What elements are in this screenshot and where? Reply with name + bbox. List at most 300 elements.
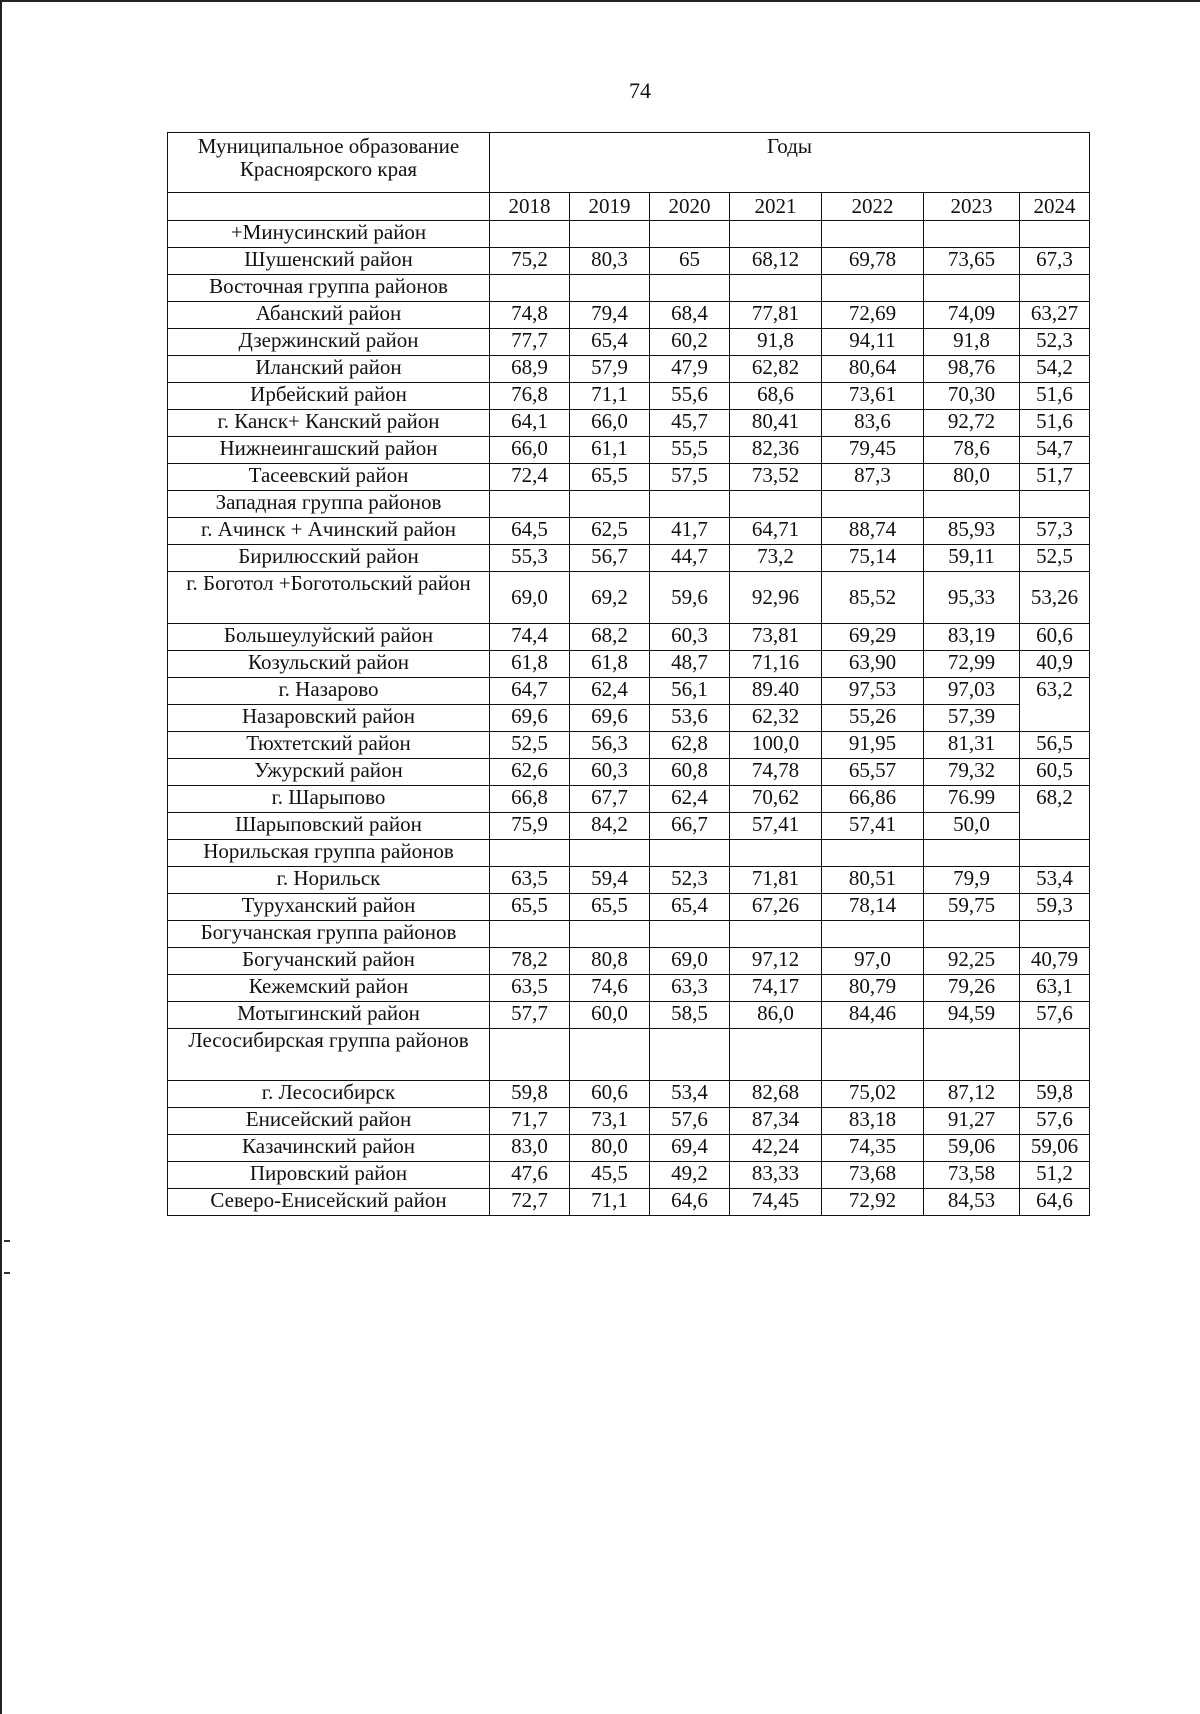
table-row bbox=[168, 624, 1090, 651]
value-cell-2018: 72,7 bbox=[490, 1189, 570, 1216]
value-cell-2019: 62,4 bbox=[570, 678, 650, 705]
value-cell-2018: 75,9 bbox=[490, 813, 570, 840]
value-cell-2023: 85,93 bbox=[924, 518, 1020, 545]
value-cell-2022: 72,92 bbox=[822, 1189, 924, 1216]
value-cell-2023: 94,59 bbox=[924, 1002, 1020, 1029]
value-cell-2021: 73,81 bbox=[730, 624, 822, 651]
municipality-name: Туруханский район bbox=[168, 894, 490, 921]
value-cell-2024: 60,6 bbox=[1020, 624, 1090, 651]
year-row bbox=[168, 193, 1090, 221]
value-cell-2018 bbox=[490, 921, 570, 948]
value-cell-2019 bbox=[570, 840, 650, 867]
value-cell-2020: 65 bbox=[650, 248, 730, 275]
value-cell-2019: 60,6 bbox=[570, 1081, 650, 1108]
municipality-name: г. Назарово bbox=[168, 678, 490, 705]
value-cell-2023: 59,75 bbox=[924, 894, 1020, 921]
table-row bbox=[168, 275, 1090, 302]
value-cell-2023 bbox=[924, 921, 1020, 948]
year-cell: 2023 bbox=[924, 193, 1020, 221]
value-cell-2021: 73,2 bbox=[730, 545, 822, 572]
value-cell-2021: 86,0 bbox=[730, 1002, 822, 1029]
value-cell-2021: 91,8 bbox=[730, 329, 822, 356]
value-cell-2021 bbox=[730, 921, 822, 948]
table-row bbox=[168, 1135, 1090, 1162]
value-cell-2024 bbox=[1020, 491, 1090, 518]
value-cell-2024: 40,79 bbox=[1020, 948, 1090, 975]
municipality-name: Бирилюсский район bbox=[168, 545, 490, 572]
value-cell-2021 bbox=[730, 840, 822, 867]
value-cell-2021 bbox=[730, 491, 822, 518]
value-cell-2023 bbox=[924, 221, 1020, 248]
value-cell-2024: 52,3 bbox=[1020, 329, 1090, 356]
value-cell-2018: 77,7 bbox=[490, 329, 570, 356]
value-cell-2019: 60,0 bbox=[570, 1002, 650, 1029]
value-cell-2024: 54,7 bbox=[1020, 437, 1090, 464]
value-cell-2024 bbox=[1020, 921, 1090, 948]
value-cell-2022: 83,6 bbox=[822, 410, 924, 437]
table-row bbox=[168, 732, 1090, 759]
value-cell-2022: 83,18 bbox=[822, 1108, 924, 1135]
value-cell-2024 bbox=[1020, 275, 1090, 302]
year-cell: 2020 bbox=[650, 193, 730, 221]
value-cell-2023: 70,30 bbox=[924, 383, 1020, 410]
value-cell-2021: 83,33 bbox=[730, 1162, 822, 1189]
value-cell-2019: 80,3 bbox=[570, 248, 650, 275]
value-cell-2018: 72,4 bbox=[490, 464, 570, 491]
value-cell-2023: 57,39 bbox=[924, 705, 1020, 732]
value-cell-2022: 80,64 bbox=[822, 356, 924, 383]
value-cell-2024: 56,5 bbox=[1020, 732, 1090, 759]
value-cell-2019: 45,5 bbox=[570, 1162, 650, 1189]
value-cell-2019: 80,0 bbox=[570, 1135, 650, 1162]
margin-mark bbox=[4, 1240, 10, 1242]
value-cell-2019 bbox=[570, 221, 650, 248]
table-row bbox=[168, 867, 1090, 894]
value-cell-2018: 66,8 bbox=[490, 786, 570, 813]
value-cell-2021: 100,0 bbox=[730, 732, 822, 759]
value-cell-2023: 50,0 bbox=[924, 813, 1020, 840]
value-cell-2023: 79,26 bbox=[924, 975, 1020, 1002]
value-cell-2024: 52,5 bbox=[1020, 545, 1090, 572]
value-cell-2024: 51,7 bbox=[1020, 464, 1090, 491]
value-cell-2022: 80,79 bbox=[822, 975, 924, 1002]
table-row bbox=[168, 975, 1090, 1002]
value-cell-2023: 78,6 bbox=[924, 437, 1020, 464]
municipality-name: Западная группа районов bbox=[168, 491, 490, 518]
table-row bbox=[168, 894, 1090, 921]
value-cell-2021: 64,71 bbox=[730, 518, 822, 545]
value-cell-2019: 71,1 bbox=[570, 1189, 650, 1216]
value-cell-2019 bbox=[570, 1029, 650, 1081]
value-cell-2020: 57,6 bbox=[650, 1108, 730, 1135]
value-cell-2022: 73,68 bbox=[822, 1162, 924, 1189]
value-cell-2024 bbox=[1020, 840, 1090, 867]
year-cell: 2018 bbox=[490, 193, 570, 221]
value-cell-2019: 62,5 bbox=[570, 518, 650, 545]
value-cell-2018: 59,8 bbox=[490, 1081, 570, 1108]
value-cell-2019: 73,1 bbox=[570, 1108, 650, 1135]
municipality-name: Лесосибирская группа районов bbox=[168, 1029, 490, 1081]
value-cell-2019 bbox=[570, 275, 650, 302]
value-cell-2022: 97,0 bbox=[822, 948, 924, 975]
value-cell-2021 bbox=[730, 1029, 822, 1081]
value-cell-2023 bbox=[924, 491, 1020, 518]
value-cell-2019: 61,1 bbox=[570, 437, 650, 464]
municipality-name: Тасеевский район bbox=[168, 464, 490, 491]
value-cell-2019: 69,2 bbox=[570, 572, 650, 624]
value-cell-2024: 40,9 bbox=[1020, 651, 1090, 678]
value-cell-2019: 56,7 bbox=[570, 545, 650, 572]
table-row bbox=[168, 1029, 1090, 1081]
municipality-name: Мотыгинский район bbox=[168, 1002, 490, 1029]
year-cell: 2022 bbox=[822, 193, 924, 221]
value-cell-2022: 79,45 bbox=[822, 437, 924, 464]
value-cell-2023 bbox=[924, 1029, 1020, 1081]
value-cell-2022: 84,46 bbox=[822, 1002, 924, 1029]
value-cell-2020: 68,4 bbox=[650, 302, 730, 329]
value-cell-2019: 71,1 bbox=[570, 383, 650, 410]
municipality-name: Восточная группа районов bbox=[168, 275, 490, 302]
value-cell-2021: 71,16 bbox=[730, 651, 822, 678]
municipality-name: г. Норильск bbox=[168, 867, 490, 894]
value-cell-2022: 66,86 bbox=[822, 786, 924, 813]
table-row bbox=[168, 1081, 1090, 1108]
value-cell-2021: 71,81 bbox=[730, 867, 822, 894]
municipality-name: Богучанская группа районов bbox=[168, 921, 490, 948]
value-cell-2022: 73,61 bbox=[822, 383, 924, 410]
value-cell-2021 bbox=[730, 275, 822, 302]
value-cell-2024: 59,3 bbox=[1020, 894, 1090, 921]
municipality-name: Норильская группа районов bbox=[168, 840, 490, 867]
table-row bbox=[168, 410, 1090, 437]
value-cell-2022: 72,69 bbox=[822, 302, 924, 329]
value-cell-2020: 55,5 bbox=[650, 437, 730, 464]
value-cell-2024: 51,6 bbox=[1020, 383, 1090, 410]
margin-mark bbox=[4, 1272, 10, 1274]
value-cell-2020: 69,0 bbox=[650, 948, 730, 975]
value-cell-2024: 57,6 bbox=[1020, 1108, 1090, 1135]
value-cell-2020: 49,2 bbox=[650, 1162, 730, 1189]
value-cell-2020: 58,5 bbox=[650, 1002, 730, 1029]
table-row bbox=[168, 813, 1090, 840]
value-cell-2019: 56,3 bbox=[570, 732, 650, 759]
municipality-name: Ужурский район bbox=[168, 759, 490, 786]
value-cell-2022 bbox=[822, 491, 924, 518]
value-cell-2021: 74,78 bbox=[730, 759, 822, 786]
year-cell: 2021 bbox=[730, 193, 822, 221]
value-cell-2018: 64,7 bbox=[490, 678, 570, 705]
value-cell-2023: 83,19 bbox=[924, 624, 1020, 651]
table-row bbox=[168, 1189, 1090, 1216]
municipality-name: Назаровский район bbox=[168, 705, 490, 732]
value-cell-2019: 65,4 bbox=[570, 329, 650, 356]
value-cell-2020: 60,2 bbox=[650, 329, 730, 356]
value-cell-2023: 73,65 bbox=[924, 248, 1020, 275]
value-cell-2020: 56,1 bbox=[650, 678, 730, 705]
value-cell-2019: 74,6 bbox=[570, 975, 650, 1002]
municipality-name: Абанский район bbox=[168, 302, 490, 329]
table-row bbox=[168, 248, 1090, 275]
municipality-name: г. Шарыпово bbox=[168, 786, 490, 813]
value-cell-2019: 61,8 bbox=[570, 651, 650, 678]
value-cell-2023 bbox=[924, 840, 1020, 867]
municipality-name: Ирбейский район bbox=[168, 383, 490, 410]
value-cell-2018: 64,5 bbox=[490, 518, 570, 545]
table-row bbox=[168, 356, 1090, 383]
value-cell-2022: 63,90 bbox=[822, 651, 924, 678]
value-cell-2019: 60,3 bbox=[570, 759, 650, 786]
table-row bbox=[168, 1002, 1090, 1029]
value-cell-2022: 88,74 bbox=[822, 518, 924, 545]
table-row bbox=[168, 572, 1090, 624]
value-cell-2023 bbox=[924, 275, 1020, 302]
municipality-header: Муниципальное образование Красноярского края bbox=[168, 133, 490, 193]
table-row bbox=[168, 651, 1090, 678]
value-cell-2019: 59,4 bbox=[570, 867, 650, 894]
value-cell-2018: 55,3 bbox=[490, 545, 570, 572]
year-cell: 2019 bbox=[570, 193, 650, 221]
value-cell-2018: 61,8 bbox=[490, 651, 570, 678]
value-cell-2022: 74,35 bbox=[822, 1135, 924, 1162]
value-cell-2019: 69,6 bbox=[570, 705, 650, 732]
value-cell-2019 bbox=[570, 921, 650, 948]
value-cell-2018: 68,9 bbox=[490, 356, 570, 383]
value-cell-2020 bbox=[650, 275, 730, 302]
value-cell-2024: 63,27 bbox=[1020, 302, 1090, 329]
value-cell-2022: 80,51 bbox=[822, 867, 924, 894]
value-cell-2021: 73,52 bbox=[730, 464, 822, 491]
value-cell-2022: 78,14 bbox=[822, 894, 924, 921]
value-cell-2023: 72,99 bbox=[924, 651, 1020, 678]
table-row bbox=[168, 518, 1090, 545]
value-cell-2020: 59,6 bbox=[650, 572, 730, 624]
value-cell-2023: 95,33 bbox=[924, 572, 1020, 624]
value-cell-2020: 57,5 bbox=[650, 464, 730, 491]
table-row bbox=[168, 302, 1090, 329]
header-row bbox=[168, 133, 1090, 193]
value-cell-2021: 92,96 bbox=[730, 572, 822, 624]
scan-edge bbox=[0, 0, 2, 1714]
value-cell-2023: 92,72 bbox=[924, 410, 1020, 437]
value-cell-2018: 74,4 bbox=[490, 624, 570, 651]
value-cell-2020 bbox=[650, 1029, 730, 1081]
value-cell-2022: 55,26 bbox=[822, 705, 924, 732]
value-cell-2018: 47,6 bbox=[490, 1162, 570, 1189]
value-cell-2021: 70,62 bbox=[730, 786, 822, 813]
value-cell-2024 bbox=[1020, 1029, 1090, 1081]
value-cell-2018 bbox=[490, 221, 570, 248]
value-cell-2023: 74,09 bbox=[924, 302, 1020, 329]
value-cell-2023: 84,53 bbox=[924, 1189, 1020, 1216]
municipality-name: г. Ачинск + Ачинский район bbox=[168, 518, 490, 545]
value-cell-2020: 44,7 bbox=[650, 545, 730, 572]
value-cell-2018: 63,5 bbox=[490, 867, 570, 894]
value-cell-2023: 98,76 bbox=[924, 356, 1020, 383]
value-cell-2022: 65,57 bbox=[822, 759, 924, 786]
value-cell-2023: 91,27 bbox=[924, 1108, 1020, 1135]
value-cell-2021: 87,34 bbox=[730, 1108, 822, 1135]
value-cell-2021: 68,6 bbox=[730, 383, 822, 410]
value-cell-2024: 51,2 bbox=[1020, 1162, 1090, 1189]
value-cell-2021: 80,41 bbox=[730, 410, 822, 437]
value-cell-2023: 91,8 bbox=[924, 329, 1020, 356]
value-cell-2020: 53,6 bbox=[650, 705, 730, 732]
value-cell-2018 bbox=[490, 840, 570, 867]
table-row bbox=[168, 1162, 1090, 1189]
table-row bbox=[168, 786, 1090, 813]
municipality-name: Козульский район bbox=[168, 651, 490, 678]
value-cell-2021: 74,45 bbox=[730, 1189, 822, 1216]
value-cell-2022: 75,02 bbox=[822, 1081, 924, 1108]
value-cell-2024: 54,2 bbox=[1020, 356, 1090, 383]
table-row bbox=[168, 464, 1090, 491]
municipality-name: г. Канск+ Канский район bbox=[168, 410, 490, 437]
value-cell-2018: 63,5 bbox=[490, 975, 570, 1002]
value-cell-2020 bbox=[650, 921, 730, 948]
years-header: Годы bbox=[490, 133, 1090, 193]
value-cell-2018: 71,7 bbox=[490, 1108, 570, 1135]
value-cell-2018 bbox=[490, 275, 570, 302]
value-cell-2020: 65,4 bbox=[650, 894, 730, 921]
value-cell-2022: 94,11 bbox=[822, 329, 924, 356]
municipality-name: Северо-Енисейский район bbox=[168, 1189, 490, 1216]
value-cell-2023: 59,06 bbox=[924, 1135, 1020, 1162]
table-row bbox=[168, 329, 1090, 356]
value-cell-2021: 89.40 bbox=[730, 678, 822, 705]
value-cell-2021: 68,12 bbox=[730, 248, 822, 275]
table-row bbox=[168, 759, 1090, 786]
value-cell-2023: 73,58 bbox=[924, 1162, 1020, 1189]
municipality-name: Тюхтетский район bbox=[168, 732, 490, 759]
value-cell-2021: 57,41 bbox=[730, 813, 822, 840]
value-cell-2020 bbox=[650, 221, 730, 248]
value-cell-2018 bbox=[490, 491, 570, 518]
value-cell-2021: 62,32 bbox=[730, 705, 822, 732]
value-cell-2019 bbox=[570, 491, 650, 518]
value-cell-2020: 66,7 bbox=[650, 813, 730, 840]
value-cell-2024: 53,4 bbox=[1020, 867, 1090, 894]
value-cell-2024: 63,2 bbox=[1020, 678, 1090, 732]
value-cell-2020: 48,7 bbox=[650, 651, 730, 678]
value-cell-2018: 65,5 bbox=[490, 894, 570, 921]
value-cell-2023: 59,11 bbox=[924, 545, 1020, 572]
municipality-name: г. Лесосибирск bbox=[168, 1081, 490, 1108]
table-row bbox=[168, 383, 1090, 410]
value-cell-2018: 74,8 bbox=[490, 302, 570, 329]
value-cell-2023: 92,25 bbox=[924, 948, 1020, 975]
value-cell-2020: 62,8 bbox=[650, 732, 730, 759]
value-cell-2018: 64,1 bbox=[490, 410, 570, 437]
value-cell-2018: 76,8 bbox=[490, 383, 570, 410]
municipality-name: Нижнеингашский район bbox=[168, 437, 490, 464]
value-cell-2021: 74,17 bbox=[730, 975, 822, 1002]
municipality-name: Дзержинский район bbox=[168, 329, 490, 356]
municipality-name: Большеулуйский район bbox=[168, 624, 490, 651]
value-cell-2019: 84,2 bbox=[570, 813, 650, 840]
value-cell-2018: 69,0 bbox=[490, 572, 570, 624]
value-cell-2022: 57,41 bbox=[822, 813, 924, 840]
value-cell-2021: 42,24 bbox=[730, 1135, 822, 1162]
value-cell-2018: 69,6 bbox=[490, 705, 570, 732]
year-cell: 2024 bbox=[1020, 193, 1090, 221]
value-cell-2023: 79,32 bbox=[924, 759, 1020, 786]
value-cell-2022 bbox=[822, 221, 924, 248]
year-row-blank bbox=[168, 193, 490, 221]
value-cell-2024: 67,3 bbox=[1020, 248, 1090, 275]
value-cell-2020 bbox=[650, 840, 730, 867]
value-cell-2018: 52,5 bbox=[490, 732, 570, 759]
value-cell-2023: 79,9 bbox=[924, 867, 1020, 894]
value-cell-2022: 85,52 bbox=[822, 572, 924, 624]
value-cell-2022: 69,78 bbox=[822, 248, 924, 275]
municipality-name: Шушенский район bbox=[168, 248, 490, 275]
value-cell-2020: 69,4 bbox=[650, 1135, 730, 1162]
table-row bbox=[168, 840, 1090, 867]
table-row bbox=[168, 948, 1090, 975]
value-cell-2018: 83,0 bbox=[490, 1135, 570, 1162]
value-cell-2024: 57,6 bbox=[1020, 1002, 1090, 1029]
value-cell-2019: 65,5 bbox=[570, 464, 650, 491]
table-row bbox=[168, 491, 1090, 518]
value-cell-2022: 87,3 bbox=[822, 464, 924, 491]
value-cell-2020: 60,8 bbox=[650, 759, 730, 786]
value-cell-2024: 59,06 bbox=[1020, 1135, 1090, 1162]
value-cell-2020: 45,7 bbox=[650, 410, 730, 437]
value-cell-2018: 66,0 bbox=[490, 437, 570, 464]
value-cell-2020: 47,9 bbox=[650, 356, 730, 383]
municipality-name: г. Боготол +Боготольский район bbox=[168, 572, 490, 624]
municipality-name: Кежемский район bbox=[168, 975, 490, 1002]
municipality-name: Богучанский район bbox=[168, 948, 490, 975]
value-cell-2024: 51,6 bbox=[1020, 410, 1090, 437]
value-cell-2021: 77,81 bbox=[730, 302, 822, 329]
value-cell-2019: 66,0 bbox=[570, 410, 650, 437]
value-cell-2021: 62,82 bbox=[730, 356, 822, 383]
value-cell-2019: 67,7 bbox=[570, 786, 650, 813]
value-cell-2020: 64,6 bbox=[650, 1189, 730, 1216]
table-row bbox=[168, 678, 1090, 705]
value-cell-2024: 68,2 bbox=[1020, 786, 1090, 840]
table-row bbox=[168, 437, 1090, 464]
value-cell-2019: 65,5 bbox=[570, 894, 650, 921]
municipality-name: +Минусинский район bbox=[168, 221, 490, 248]
value-cell-2019: 68,2 bbox=[570, 624, 650, 651]
value-cell-2018 bbox=[490, 1029, 570, 1081]
value-cell-2023: 97,03 bbox=[924, 678, 1020, 705]
value-cell-2024: 53,26 bbox=[1020, 572, 1090, 624]
municipality-name: Енисейский район bbox=[168, 1108, 490, 1135]
municipality-name: Казачинский район bbox=[168, 1135, 490, 1162]
value-cell-2020: 53,4 bbox=[650, 1081, 730, 1108]
page-number: 74 bbox=[629, 78, 651, 103]
municipality-name: Шарыповский район bbox=[168, 813, 490, 840]
value-cell-2021: 67,26 bbox=[730, 894, 822, 921]
value-cell-2020: 41,7 bbox=[650, 518, 730, 545]
municipality-name: Пировский район bbox=[168, 1162, 490, 1189]
table-row bbox=[168, 1108, 1090, 1135]
value-cell-2022 bbox=[822, 921, 924, 948]
table-row bbox=[168, 221, 1090, 248]
value-cell-2018: 62,6 bbox=[490, 759, 570, 786]
value-cell-2022 bbox=[822, 840, 924, 867]
value-cell-2024: 57,3 bbox=[1020, 518, 1090, 545]
value-cell-2019: 79,4 bbox=[570, 302, 650, 329]
value-cell-2021: 82,68 bbox=[730, 1081, 822, 1108]
value-cell-2022 bbox=[822, 275, 924, 302]
value-cell-2024: 59,8 bbox=[1020, 1081, 1090, 1108]
value-cell-2023: 81,31 bbox=[924, 732, 1020, 759]
value-cell-2024: 64,6 bbox=[1020, 1189, 1090, 1216]
